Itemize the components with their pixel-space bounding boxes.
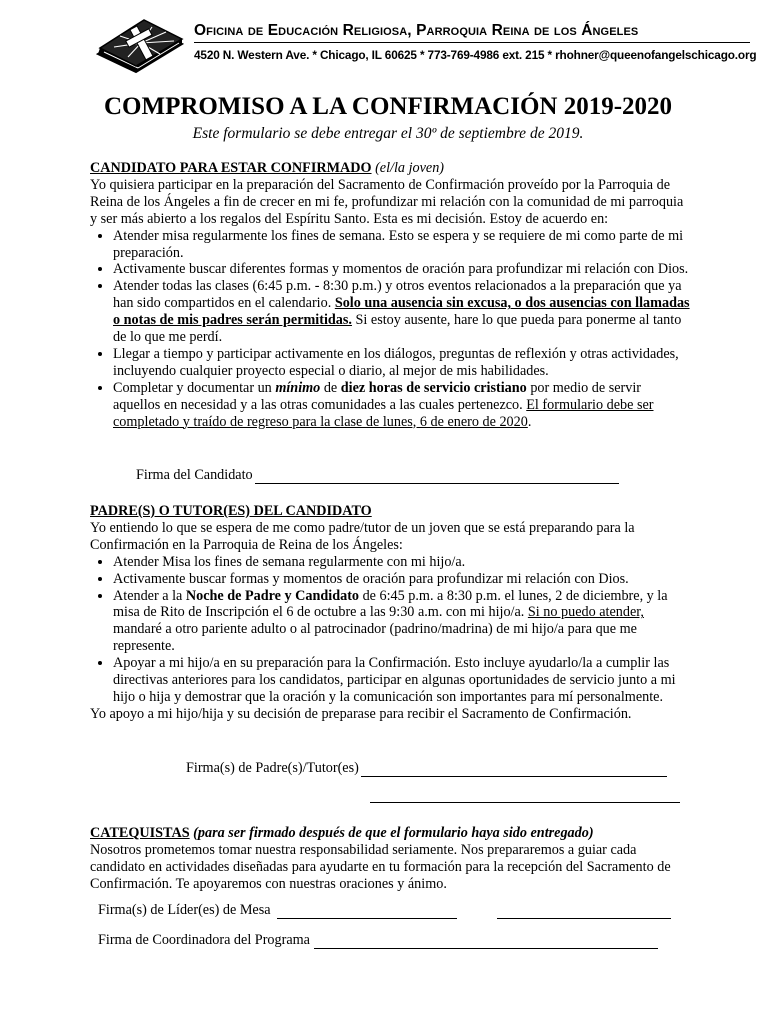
candidate-section (90, 160, 690, 431)
parents-section (90, 503, 690, 723)
item-text: Si estoy ausente, hare lo que pueda para ponerme al tanto de lo que me perdí. (113, 312, 682, 346)
item-text: Atender todas las clases (6:45 p.m. - 8:30 p.m.) y otros eventos relacionados a la preparación que ya han sido compartidos en el calendario. (113, 278, 682, 312)
item-emphasis: diez horas de servicio cristiano (340, 379, 527, 396)
list-item: • Activamente buscar formas y momentos de oración para profundizar mi relación con Dios. (113, 571, 690, 588)
header-rule (194, 42, 750, 43)
book-cross-logo (94, 14, 186, 74)
catechists-section (90, 825, 690, 893)
item-text: de 6:45 p.m. a 8:30 p.m. el lunes, 2 de diciembre, y la misa de Rito de Inscripción el 6 de octubre a las 9:30 a.m. con mi hijo/a. (113, 587, 668, 621)
coordinator-signature-label: Firma de Coordinadora del Programa (98, 932, 310, 948)
parents-signature-row-2 (370, 790, 680, 803)
org-address: 4520 N. Western Ave. * Chicago, IL 60625 * 773-769-4986 ext. 215 * rhohner@queenofangelschicago.org (194, 48, 757, 62)
catechists-heading-note: (para ser firmado después de que el formulario haya sido entregado) (193, 825, 594, 841)
list-item: • Activamente buscar diferentes formas y momentos de oración para profundizar mi relación con Dios. (113, 261, 690, 278)
parents-intro: Yo entiendo lo que se espera de me como padre/tutor de un joven que se está preparando para la Confirmación en la Parroquia de Reina de los Ángeles: (90, 519, 635, 553)
parents-signature-field-1[interactable] (361, 764, 667, 777)
coordinator-signature-row (98, 932, 658, 949)
item-text: . (527, 413, 532, 430)
candidate-signature-label: Firma del Candidato (136, 467, 253, 483)
page-title: COMPROMISO A LA CONFIRMACIÓN 2019-2020 (103, 93, 673, 120)
candidate-signature-row (136, 467, 619, 484)
candidate-heading-note: (el/la joven) (375, 160, 445, 176)
parents-signature-field-2[interactable] (370, 790, 680, 803)
item-emphasis: Solo una ausencia sin excusa, o dos ausencias con llamadas o notas de mis padres serán permitidas. (113, 295, 690, 329)
list-item: • Atender misa regularmente los fines de semana. Esto se espera y se requiere de mi como parte de mi preparación. (113, 228, 690, 262)
leader-signature-field-1[interactable] (277, 906, 457, 919)
item-deadline: El formulario debe ser completado y traído de regreso para la clase de lunes, 6 de enero de 2020 (113, 396, 654, 430)
catechists-heading: CATEQUISTAS (90, 825, 190, 841)
catechists-intro: Nosotros prometemos tomar nuestra responsabilidad seriamente. Nos prepararemos a guiar cada candidato en actividades diseñadas para ayudarte en tu formación para la recepción del Sacramento de Confirmación. Te apoyaremos con nuestras oraciones y ánimo. (90, 841, 671, 892)
item-text: Atender a la (113, 587, 186, 604)
candidate-list (90, 228, 690, 431)
item-text: de (320, 379, 341, 396)
list-item (113, 278, 690, 346)
candidate-signature-field[interactable] (255, 471, 619, 484)
page-subtitle: Este formulario se debe entregar el 30º de septiembre de 2019. (192, 125, 584, 142)
candidate-intro: Yo quisiera participar en la preparación del Sacramento de Confirmación proveído por la Parroquia de Reina de los Ángeles a fin de crecer en mi fe, profundizar mi relación con la comunidad de mi parroquia y ser más abierto a los regalos del Espíritu Santo. Esta es mi decisión. Estoy de acuerdo en: (90, 176, 684, 227)
item-emphasis: Noche de Padre y Candidato (185, 587, 360, 604)
list-item (113, 588, 690, 656)
coordinator-signature-field[interactable] (314, 936, 658, 949)
parents-signature-label: Firma(s) de Padre(s)/Tutor(es) (186, 760, 359, 776)
org-name: Oficina de Educación Religiosa, Parroquia Reina de los Ángeles (194, 22, 639, 39)
item-text: Completar y documentar un (113, 379, 276, 396)
leader-signature-field-2[interactable] (497, 906, 671, 919)
list-item: • Atender Misa los fines de semana regularmente con mi hijo/a. (113, 554, 690, 571)
item-emphasis: Si no puedo atender, (527, 604, 644, 621)
leader-signature-label: Firma(s) de Líder(es) de Mesa (98, 902, 271, 918)
item-text: mandaré a otro pariente adulto o al patrocinador (padrino/madrina) de mi hijo/a para que me represente. (113, 621, 637, 655)
item-emphasis: mínimo (275, 379, 321, 396)
list-item: • Apoyar a mi hijo/a en su preparación para la Confirmación. Esto incluye ayudarlo/la a cumplir las directivas anteriores para los candidatos, participar en algunas oportunidades de servicio junto a mi hijo o hija y demostrar que la oración y la comunicación son importantes para mí personalmente. (113, 655, 690, 706)
list-item (113, 380, 690, 431)
parents-closing: Yo apoyo a mi hijo/hija y su decisión de preparase para recibir el Sacramento de Confirmación. (90, 705, 632, 722)
leader-signature-row (98, 902, 671, 919)
parents-signature-row (186, 760, 667, 777)
candidate-heading: CANDIDATO PARA ESTAR CONFIRMADO (90, 160, 372, 176)
parents-heading: PADRE(S) O TUTOR(ES) DEL CANDIDATO (90, 503, 372, 519)
item-text: por medio de servir aquellos en necesidad y a las otras comunidades a las cuales pertenezco. (113, 379, 642, 413)
parents-list (90, 554, 690, 706)
list-item: • Llegar a tiempo y participar activamente en los diálogos, preguntas de reflexión y otras actividades, incluyendo cualquier proyecto especial o diario, al mejor de mis habilidades. (113, 346, 690, 380)
